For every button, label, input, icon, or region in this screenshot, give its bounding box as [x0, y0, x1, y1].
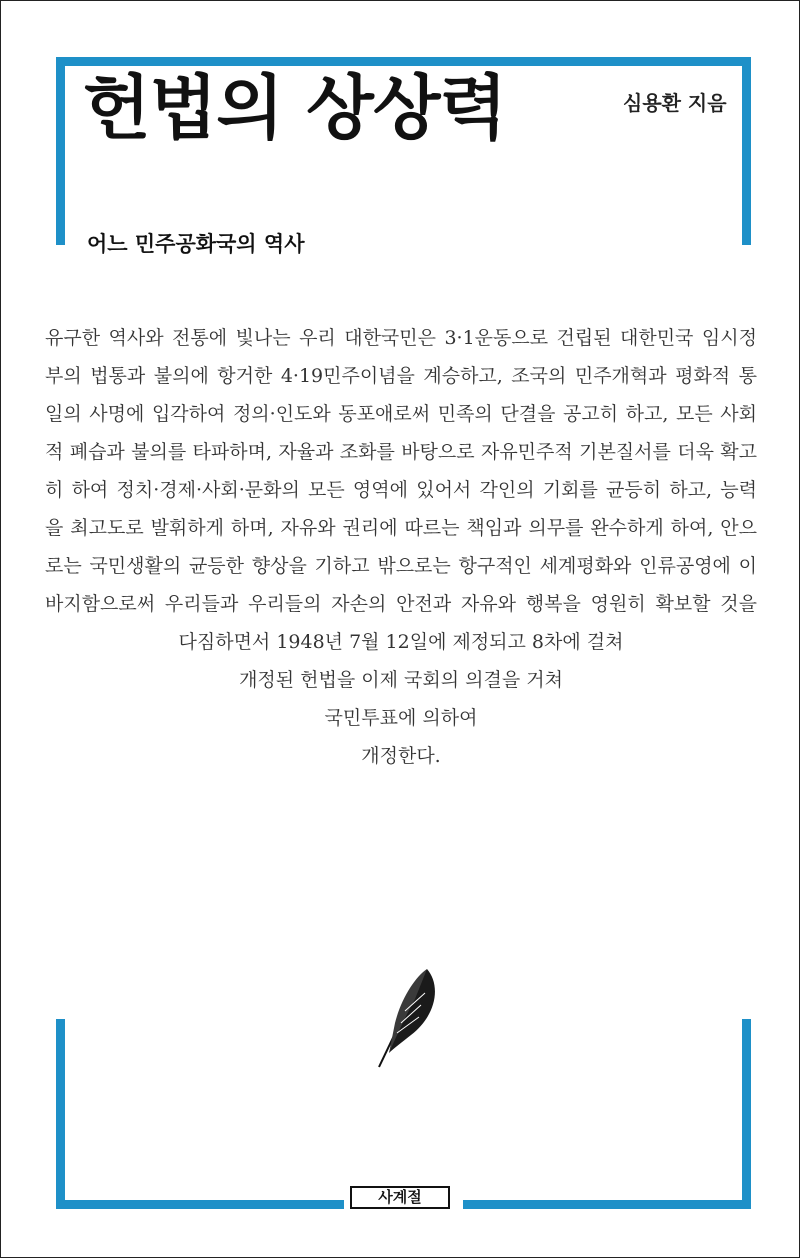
bottom-frame-right	[742, 1019, 751, 1209]
preamble-centered-line: 국민투표에 의하여	[324, 707, 478, 729]
book-title: 헌법의 상상력	[83, 67, 507, 149]
preamble-centered-line: 다짐하면서 1948년 7월 12일에 제정되고 8차에 걸쳐	[178, 631, 624, 653]
bottom-frame-bar-right	[463, 1200, 751, 1209]
top-frame-right	[742, 57, 751, 245]
top-frame-left	[56, 57, 65, 245]
constitution-preamble	[45, 319, 757, 775]
bottom-frame	[56, 1019, 751, 1209]
preamble-line: 유구한 역사와 전통에 빛나는 우리 대한국민은 3·1운동으로 건립된 대한민국 임시정	[45, 327, 757, 349]
author-credit: 심용환 지음	[623, 91, 727, 115]
preamble-centered-line: 개정된 헌법을 이제 국회의 의결을 거쳐	[239, 669, 563, 691]
bottom-frame-bar-left	[56, 1200, 344, 1209]
preamble-line: 을 최고도로 발휘하게 하며, 자유와 권리에 따르는 책임과 의무를 완수하게 하여, 안으	[45, 517, 757, 539]
bottom-frame-left	[56, 1019, 65, 1209]
preamble-line: 바지함으로써 우리들과 우리들의 자손의 안전과 자유와 행복을 영원히 확보할 것을	[45, 593, 757, 615]
top-frame-bar	[56, 57, 751, 66]
preamble-centered-line: 개정한다.	[361, 745, 441, 767]
preamble-line: 적 폐습과 불의를 타파하며, 자율과 조화를 바탕으로 자유민주적 기본질서를 더욱 확고	[45, 441, 757, 463]
preamble-line: 일의 사명에 입각하여 정의·인도와 동포애로써 민족의 단결을 공고히 하고, 모든 사회	[45, 403, 757, 425]
preamble-line: 히 하여 정치·경제·사회·문화의 모든 영역에 있어서 각인의 기회를 균등히 하고, 능력	[45, 479, 757, 501]
publisher-logo: 사계절	[350, 1186, 450, 1209]
book-subtitle: 어느 민주공화국의 역사	[87, 232, 305, 256]
preamble-line: 로는 국민생활의 균등한 향상을 기하고 밖으로는 항구적인 세계평화와 인류공영에 이	[45, 555, 757, 577]
preamble-line: 부의 법통과 불의에 항거한 4·19민주이념을 계승하고, 조국의 민주개혁과 평화적 통	[45, 365, 757, 387]
